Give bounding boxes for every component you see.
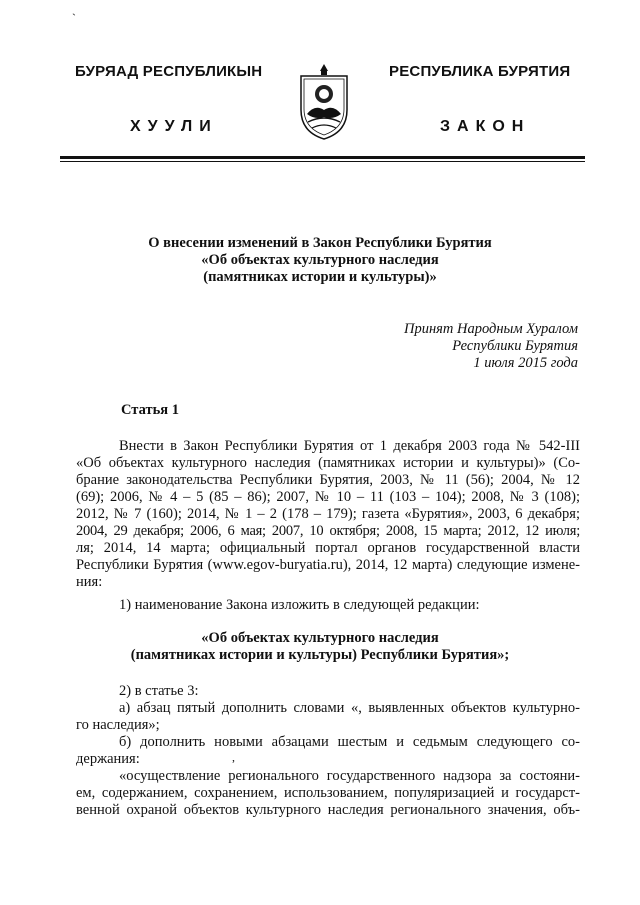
- law-title-line-3: (памятниках истории и культуры)»: [203, 269, 437, 285]
- header-left-doc-type: ХУУЛИ: [130, 118, 218, 135]
- new-name-line-2: (памятниках истории и культуры) Республики Бурятия»;: [130, 647, 510, 663]
- quote-line: венной охраной объектов культурного наследия регионального значения, объ-: [76, 802, 580, 818]
- body-line: ния:: [76, 574, 103, 590]
- header-left-title: БУРЯАД РЕСПУБЛИКЫН: [75, 63, 263, 80]
- body-line: 2004, 29 декабря; 2006, 6 мая; 2007, 10 октября; 2008, 15 марта; 2012, 12 июля;: [76, 523, 580, 539]
- scan-mark: ,: [232, 750, 235, 764]
- header-divider-thick: [60, 156, 585, 159]
- body-line: Республики Бурятия (www.egov-buryatia.ru), 2014, 12 марта) следующие измене-: [76, 557, 580, 573]
- new-name-line-1: «Об объектах культурного наследия: [201, 630, 439, 646]
- item-2b-line-1: б) дополнить новыми абзацами шестым и седьмым следующего со-: [119, 734, 580, 750]
- item-2a-line-2: го наследия»;: [76, 717, 160, 733]
- quote-line: «осуществление регионального государственного надзора за состояни-: [119, 768, 580, 784]
- adoption-line-2: Республики Бурятия: [452, 338, 578, 354]
- body-line: Внести в Закон Республики Бурятия от 1 декабря 2003 года № 542-III: [119, 438, 580, 454]
- adoption-line-3: 1 июля 2015 года: [473, 355, 578, 371]
- header-right-doc-type: ЗАКОН: [440, 118, 531, 135]
- quote-line: ем, содержанием, сохранением, использованием, популяризацией и государст-: [76, 785, 580, 801]
- body-line: «Об объектах культурного наследия (памятниках истории и культуры)» (Со-: [76, 455, 580, 471]
- article-heading: Статья 1: [121, 402, 179, 418]
- item-2a-line-1: а) абзац пятый дополнить словами «, выявленных объектов культурно-: [119, 700, 580, 716]
- item-2b-line-2: держания:: [76, 751, 140, 767]
- body-line: брание законодательства Республики Бурятия, 2003, № 11 (56); 2004, № 12: [76, 472, 580, 488]
- adoption-line-1: Принят Народным Хуралом: [403, 321, 578, 337]
- item-2: 2) в статье 3:: [119, 683, 199, 699]
- law-title-line-2: «Об объектах культурного наследия: [201, 252, 439, 268]
- scan-mark: ˎ: [72, 2, 76, 16]
- body-line: ля; 2014, 14 марта; официальный портал органов государственной власти: [76, 540, 580, 556]
- header-divider-thin: [60, 161, 585, 162]
- body-line: (69); 2006, № 4 – 5 (85 – 86); 2007, № 10 – 11 (103 – 104); 2008, № 3 (108);: [76, 489, 580, 505]
- item-1: 1) наименование Закона изложить в следующей редакции:: [119, 597, 480, 613]
- coat-of-arms-icon: [295, 62, 353, 142]
- law-title-line-1: О внесении изменений в Закон Республики Бурятия: [148, 235, 492, 251]
- body-line: 2012, № 7 (160); 2014, № 1 – 2 (178 – 179); газета «Бурятия», 2003, 6 декабря;: [76, 506, 580, 522]
- header-right-title: РЕСПУБЛИКА БУРЯТИЯ: [389, 63, 571, 80]
